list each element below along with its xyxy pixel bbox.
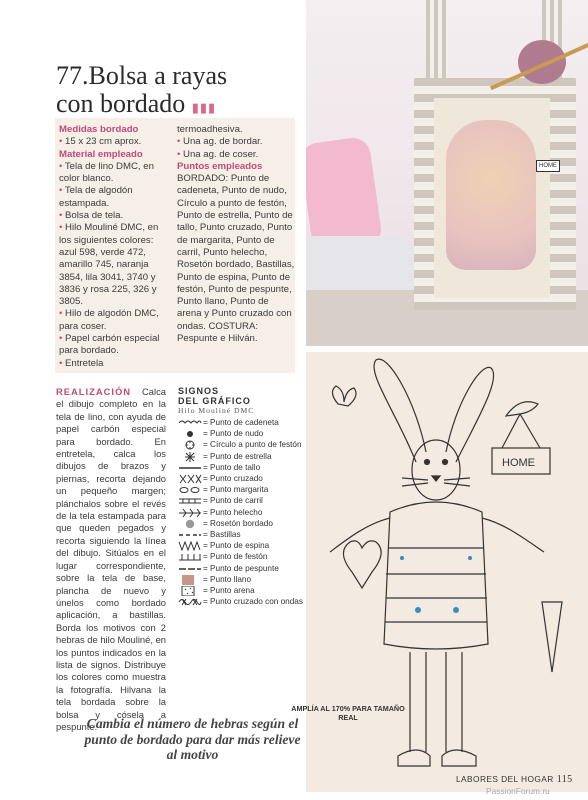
materials-box (55, 118, 295, 373)
materials-item: BORDADO: Punto de cadeneta, Punto de nudo, Círculo a punto de festón, Punto de estrella, Punto de tallo, Punto cruzado, Punto de margarita, Punto de carril, Punto helecho, Rosetón bordado, Bastillas, Punto de espina, Punto de festón, Punto de pespunte, Punto llano, Punto de arena y Punto cruzado con ondas. COSTURA: Pespunte e Hilván. (177, 173, 295, 345)
chain-stitch-icon (178, 418, 202, 427)
backstitch-icon (178, 564, 202, 573)
legend-label: = Punto cruzado (203, 474, 263, 484)
left-ear-icon (374, 359, 426, 462)
materials-item: • Papel carbón especial para bordado. (59, 333, 167, 358)
legend-label: = Punto cruzado con ondas (203, 597, 303, 607)
legend-row (178, 551, 308, 562)
left-shoe-icon (398, 750, 430, 766)
legend-rows (178, 417, 308, 607)
seed-stitch-icon (178, 586, 202, 595)
legend-row (178, 518, 308, 529)
enlarge-note: AMPLÍA AL 170% PARA TAMAÑO REAL (291, 704, 405, 722)
legend-label: = Punto margarita (203, 485, 269, 495)
butterfly-icon (332, 386, 356, 406)
bag-photo (306, 0, 588, 346)
bird-icon (506, 402, 538, 416)
rosette-icon (178, 519, 202, 528)
pull-quote: Cambia el número de hebras según el punto de bordado para dar más relieve al motivo (84, 716, 301, 763)
cross-stitch-icon (178, 474, 202, 483)
right-ear-icon (446, 367, 494, 462)
blanket-stitch-icon (178, 552, 202, 561)
herringbone-icon (178, 541, 202, 550)
legend-label: = Círculo a punto de festón (203, 440, 302, 450)
head-icon (412, 440, 460, 500)
materials-item: • 15 x 23 cm aprox. (59, 136, 167, 148)
rail-stitch-icon (178, 496, 202, 505)
legend-label: = Punto de nudo (203, 429, 264, 439)
legend-row (178, 529, 308, 540)
legend-label: = Punto de festón (203, 552, 268, 562)
materials-item: • Entretela (59, 358, 167, 370)
materials-item: • Tela de algodón estampada. (59, 185, 167, 210)
legend-label: = Punto de carril (203, 496, 263, 506)
rabbit-pattern-drawing (306, 352, 588, 792)
stem-stitch-icon (178, 463, 202, 472)
knot-stitch-icon (178, 429, 202, 438)
legend-row (178, 484, 308, 495)
legend-row (178, 596, 308, 607)
carrot-icon (542, 602, 562, 672)
watermark: PassionForum.ru (486, 786, 550, 796)
heart-icon (343, 541, 381, 588)
legend-row (178, 473, 308, 484)
materials-heading: Puntos empleados (177, 160, 263, 172)
legend-row (178, 585, 308, 596)
daisy-stitch-icon (178, 485, 202, 494)
legend-row (178, 540, 308, 551)
home-sign-text: HOME (502, 457, 535, 469)
legend-label: = Punto de espina (203, 541, 270, 551)
star-stitch-icon (178, 452, 202, 461)
legend-row (178, 574, 308, 585)
materials-item: • Hilo de algodón DMC, para coser. (59, 308, 167, 333)
magazine-name: LABORES DEL HOGAR (456, 774, 554, 784)
left-arm-icon (330, 518, 390, 552)
materials-item: • Bolsa de tela. (59, 210, 167, 222)
legend-row (178, 428, 308, 439)
title-line-2: con bordado (56, 89, 186, 118)
legend-label: = Punto de pespunte (203, 563, 279, 573)
instructions (56, 386, 166, 733)
blanket-circle-icon (178, 440, 202, 449)
legend-label: = Bastillas (203, 529, 241, 539)
materials-item: • Una ag. de bordar. (177, 136, 295, 148)
legend-label: = Punto arena (203, 585, 255, 595)
legend-row (178, 462, 308, 473)
legend-row (178, 439, 308, 450)
legend-label: = Rosetón bordado (203, 518, 273, 528)
legend-label: = Punto de tallo (203, 462, 261, 472)
materials-item: termoadhesiva. (177, 124, 243, 135)
page-number: 115 (556, 774, 573, 785)
page-footer (456, 774, 573, 785)
fern-stitch-icon (178, 508, 202, 517)
dress-icon (384, 502, 488, 649)
legend-heading-2: DEL GRÁFICO (178, 396, 251, 406)
legend-label: = Punto helecho (203, 507, 263, 517)
running-stitch-icon (178, 530, 202, 539)
materials-item: • Una ag. de coser. (177, 149, 295, 161)
rabbit-embroidery (446, 120, 536, 270)
satin-stitch-icon (178, 575, 202, 584)
legend-row (178, 451, 308, 462)
legend-row (178, 495, 308, 506)
instructions-heading: REALIZACIÓN (56, 386, 132, 397)
blue-motifs (400, 556, 472, 613)
legend-label: = Punto de cadeneta (203, 418, 279, 428)
right-arm-icon (482, 518, 544, 552)
materials-heading: Medidas bordado (59, 124, 139, 135)
legend-subheading: Hilo Mouliné DMC (178, 406, 255, 415)
legend-label: = Punto de estrella (203, 451, 272, 461)
stitch-legend (178, 386, 308, 607)
wavy-cross-icon (178, 597, 202, 606)
instructions-text: Calca el dibujo completo en la tela de lino, con ayuda de papel carbón especial para bordado. En entretela, calca los dibujos de brazos y piernas, recorta dejando un pequeño margen; plánchalos sobre el revés de la tela estampada para que queden pegados y recorta siguiendo la línea del dibujo. Sitúalos en el lugar correspondiente, sobre la tela de base, plancha de nuevo y únelos como bordado aplicación, a bastillas. Borda los motivos con 2 hebras de hilo Mouliné, en los puntos indicados en la lista de signos. Distribuye los colores como muestra la fotografía. Hilvana la tela bordada sobre la bolsa y cósela a pespunte. (56, 386, 166, 732)
title-line-1: 77.Bolsa a rayas (56, 61, 228, 90)
bag-strap (426, 0, 448, 90)
spools-icon: ▮▮▮ (191, 100, 217, 115)
legend-row (178, 417, 308, 428)
right-shoe-icon (442, 750, 476, 766)
home-tag: HOME (536, 160, 560, 172)
embroidery-pattern (306, 352, 588, 792)
materials-right-column (177, 124, 295, 345)
materials-item: • Hilo Mouliné DMC, en los siguientes colores: azul 598, verde 472, amarillo 745, naranja 3854, lila 3041, 3740 y 3836 y rosa 225, 326 y 3805. (59, 222, 167, 308)
legend-row (178, 562, 308, 573)
legend-row (178, 507, 308, 518)
page-title (56, 62, 316, 122)
materials-heading: Material empleado (59, 148, 143, 160)
legend-label: = Punto llano (203, 574, 252, 584)
materials-item: • Tela de lino DMC, en color blanco. (59, 161, 167, 186)
materials-left-column (59, 124, 167, 370)
legend-heading-1: SIGNOS (178, 386, 220, 396)
